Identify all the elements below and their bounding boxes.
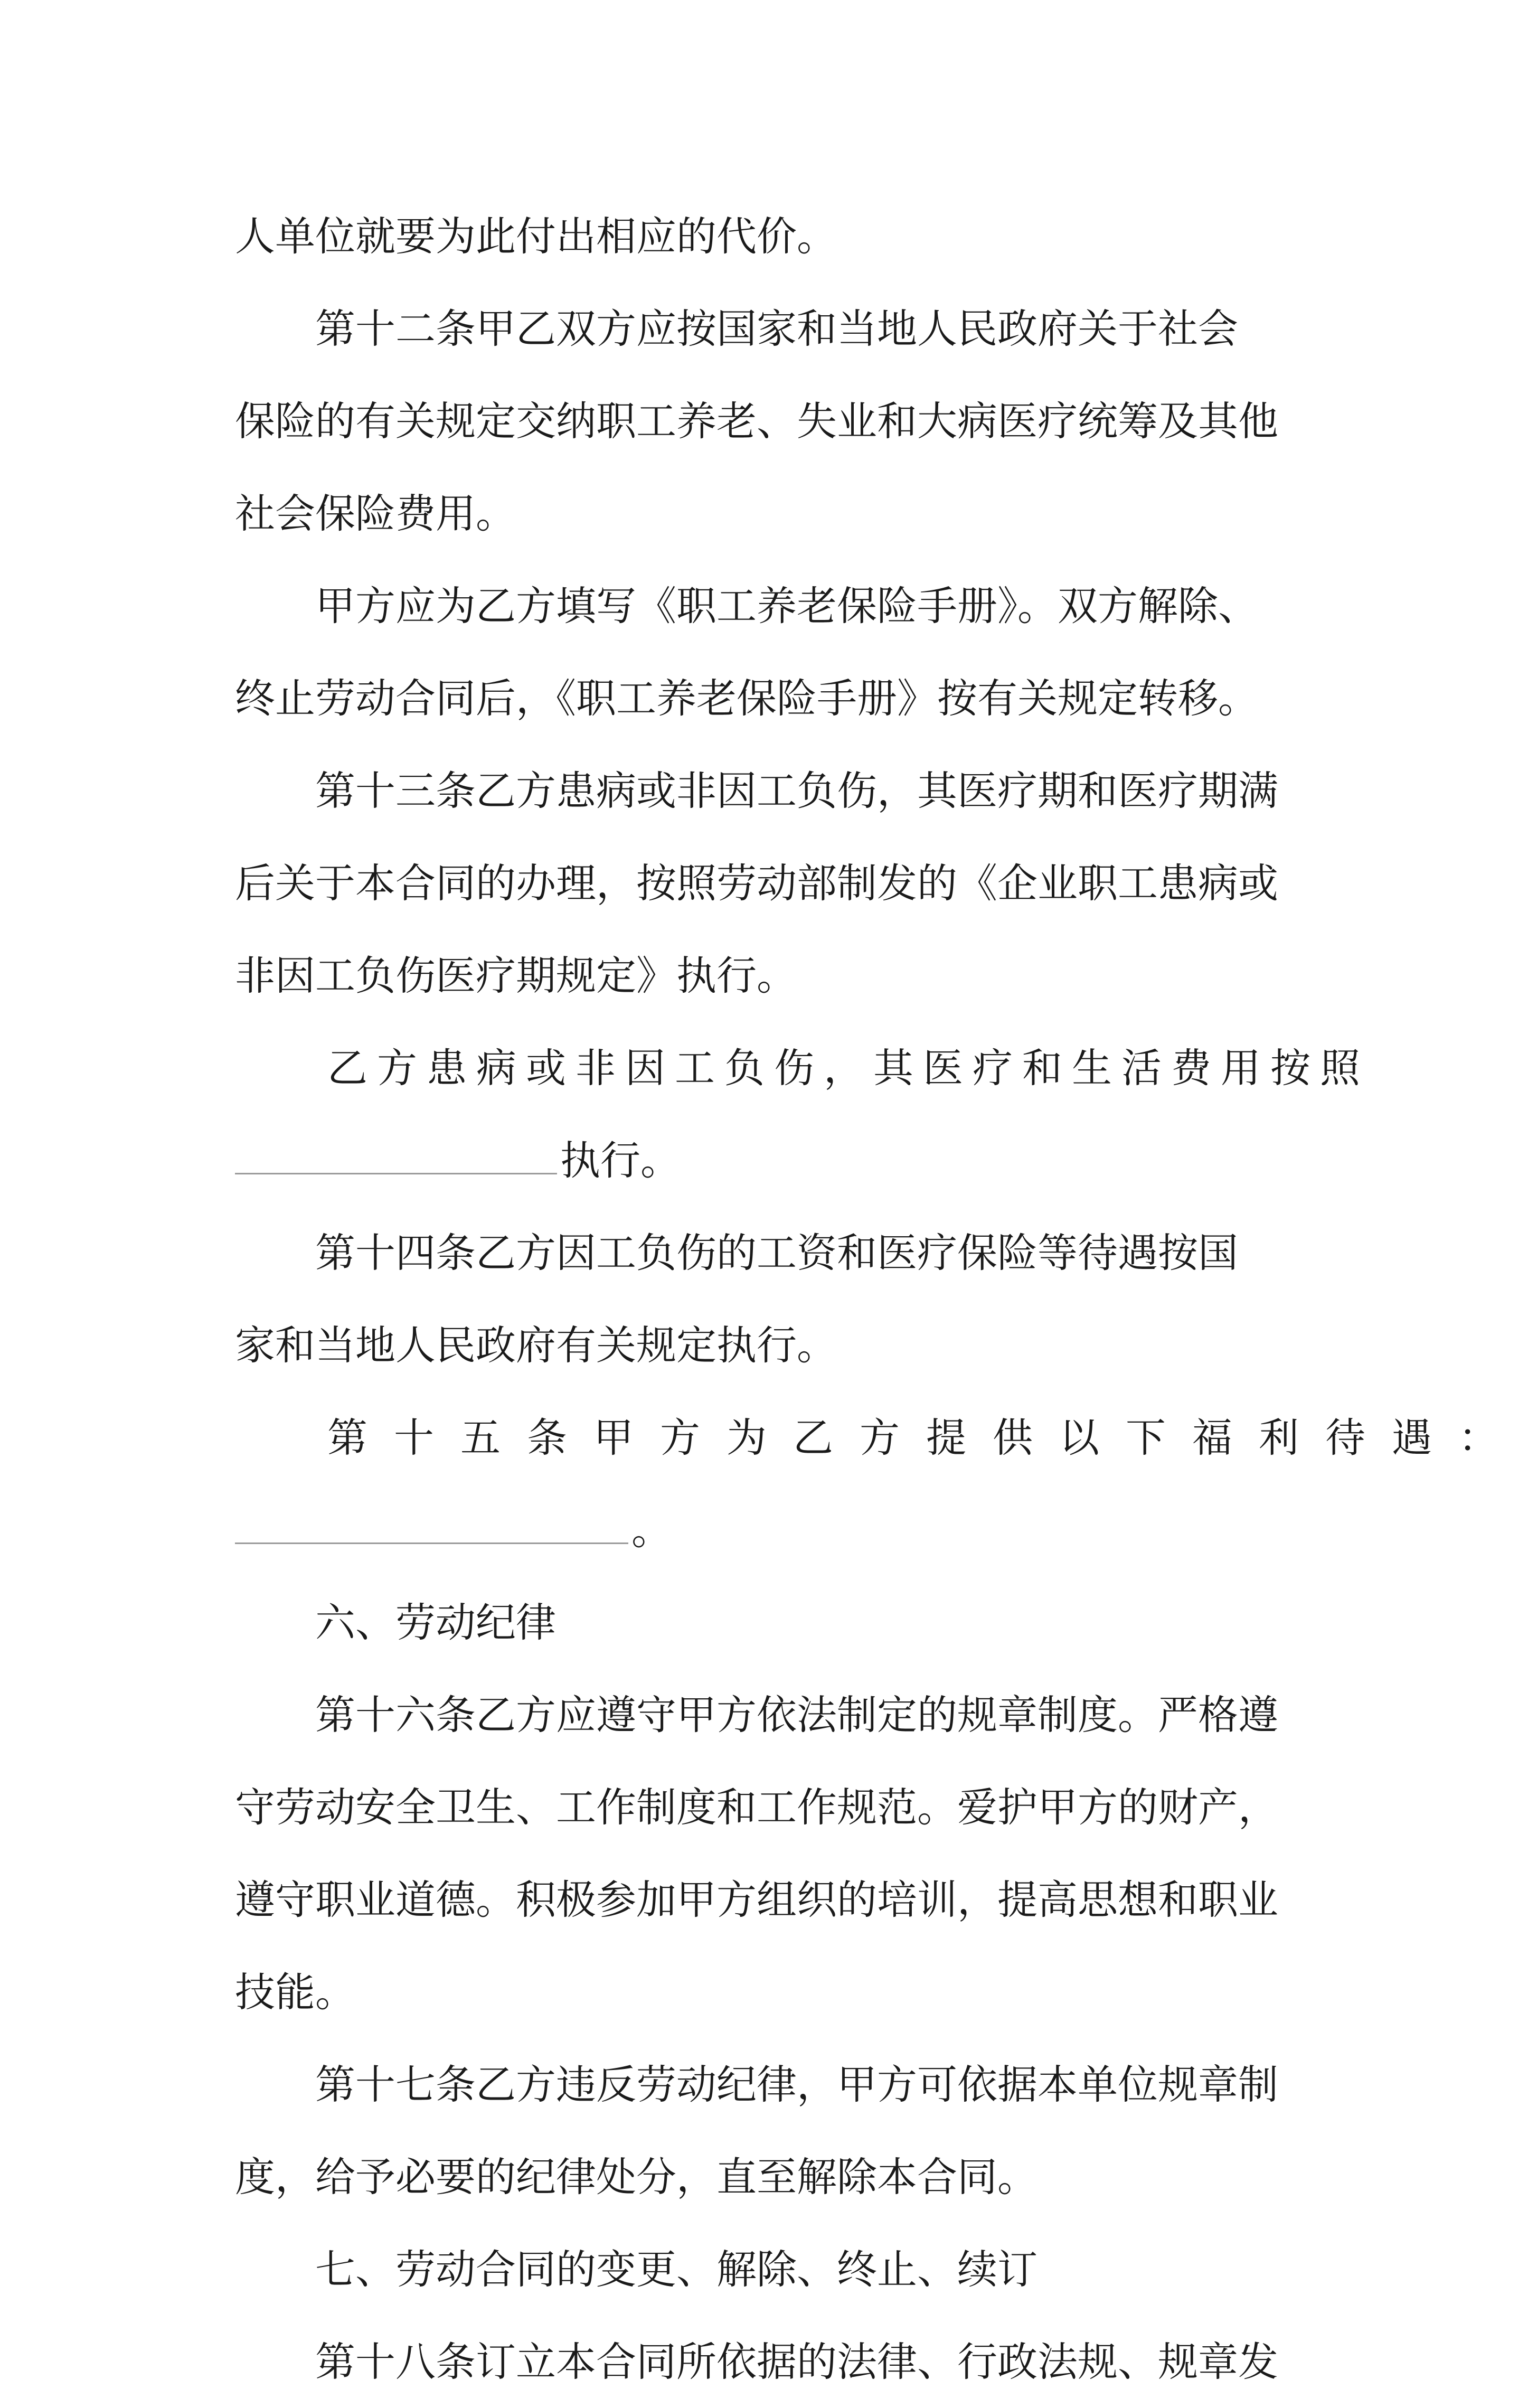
justified-text: 乙方患病或非因工负伤，其医疗和生活费用按照 bbox=[327, 1045, 1370, 1092]
article-17-line: 第十七条乙方违反劳动纪律，甲方可依据本单位规章制 bbox=[315, 2061, 1278, 2108]
text-line: 后关于本合同的办理，按照劳动部制发的《企业职工患病或 bbox=[235, 860, 1278, 907]
article-15-line bbox=[235, 1391, 1525, 1484]
text-line: 守劳动安全卫生、工作制度和工作规范。爱护甲方的财产， bbox=[235, 1784, 1278, 1831]
article-14-line: 第十四条乙方因工负伤的工资和医疗保险等待遇按国 bbox=[315, 1229, 1238, 1276]
blank-line bbox=[235, 1484, 1307, 1576]
text-line: 人单位就要为此付出相应的代价。 bbox=[235, 213, 837, 260]
text-line: 遵守职业道德。积极参加甲方组织的培训，提高思想和职业 bbox=[235, 1876, 1278, 1923]
text-line: 非因工负伤医疗期规定》执行。 bbox=[235, 952, 797, 999]
article-13-line: 第十三条乙方患病或非因工负伤，其医疗期和医疗期满 bbox=[315, 767, 1278, 814]
article-12-line: 第十二条甲乙双方应按国家和当地人民政府关于社会 bbox=[315, 305, 1238, 352]
text-line: 家和当地人民政府有关规定执行。 bbox=[235, 1322, 837, 1369]
text-segment: 。 bbox=[631, 1507, 672, 1554]
blank-line bbox=[235, 1114, 1307, 1207]
text-line: 甲方应为乙方填写《职工养老保险手册》。双方解除、 bbox=[315, 582, 1258, 629]
article-18-line: 第十八条订立本合同所依据的法律、行政法规、规章发 bbox=[315, 2338, 1278, 2385]
text-line: 度，给予必要的纪律处分，直至解除本合同。 bbox=[235, 2153, 1037, 2200]
text-segment: 执行。 bbox=[560, 1137, 681, 1184]
article-16-line: 第十六条乙方应遵守甲方依法制定的规章制度。严格遵 bbox=[315, 1691, 1278, 1738]
text-line: 保险的有关规定交纳职工养老、失业和大病医疗统筹及其他 bbox=[235, 398, 1278, 445]
document-body bbox=[235, 190, 1525, 2408]
fill-in-blank[interactable] bbox=[235, 1503, 628, 1544]
justified-line bbox=[235, 1022, 1370, 1114]
article-15-text: 第十五条甲方为乙方提供以下福利待遇： bbox=[327, 1414, 1525, 1461]
fill-in-blank[interactable] bbox=[235, 1133, 557, 1174]
section-heading: 六、劳动纪律 bbox=[315, 1599, 556, 1646]
text-line: 技能。 bbox=[235, 1969, 355, 2016]
text-line: 社会保险费用。 bbox=[235, 490, 516, 537]
text-line: 终止劳动合同后，《职工养老保险手册》按有关规定转移。 bbox=[235, 675, 1258, 722]
section-heading: 七、劳动合同的变更、解除、终止、续订 bbox=[315, 2246, 1037, 2293]
